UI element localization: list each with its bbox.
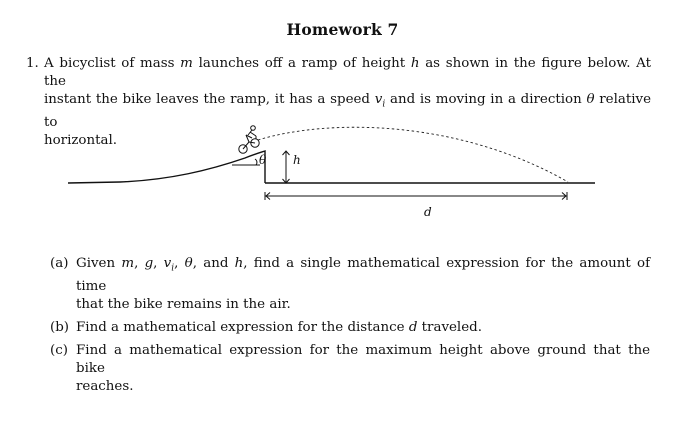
theta-label: θ — [259, 153, 267, 167]
part-line: Given m, g, $v_i$, θ, and h, find a single mathematical expression for the amount of time — [76, 256, 651, 294]
part-label: (c) — [50, 342, 68, 358]
problem-line: instant the bike leaves the ramp, it has a speed $v_i$ and is moving in a direction θ relative to — [44, 92, 651, 130]
problem-line: horizontal. — [44, 132, 118, 148]
part-line: Find a mathematical expression for the maximum height above ground that the bike — [76, 342, 650, 376]
ramp-diagram — [60, 118, 600, 218]
part-label: (b) — [50, 319, 70, 335]
part-b — [50, 319, 650, 337]
ramp-surface — [68, 151, 265, 183]
d-label: d — [424, 205, 432, 218]
part-a — [50, 255, 650, 314]
page-title: Homework 7 — [286, 20, 399, 39]
part-line: that the bike remains in the air. — [76, 296, 291, 312]
problem-line: A bicyclist of mass m launches off a ramp of height h as shown in the figure below. At the — [44, 56, 651, 89]
bicyclist-icon — [239, 126, 259, 154]
part-line: Find a mathematical expression for the distance d traveled. — [76, 319, 482, 335]
problem-parts — [50, 255, 650, 401]
angle-arc — [255, 159, 257, 165]
h-label: h — [293, 153, 301, 167]
ramp-figure — [60, 118, 600, 222]
part-c — [50, 342, 650, 396]
part-label: (a) — [50, 256, 69, 271]
trajectory-path — [258, 127, 568, 182]
problem-number: 1. — [26, 56, 39, 71]
part-line: reaches. — [76, 378, 134, 394]
